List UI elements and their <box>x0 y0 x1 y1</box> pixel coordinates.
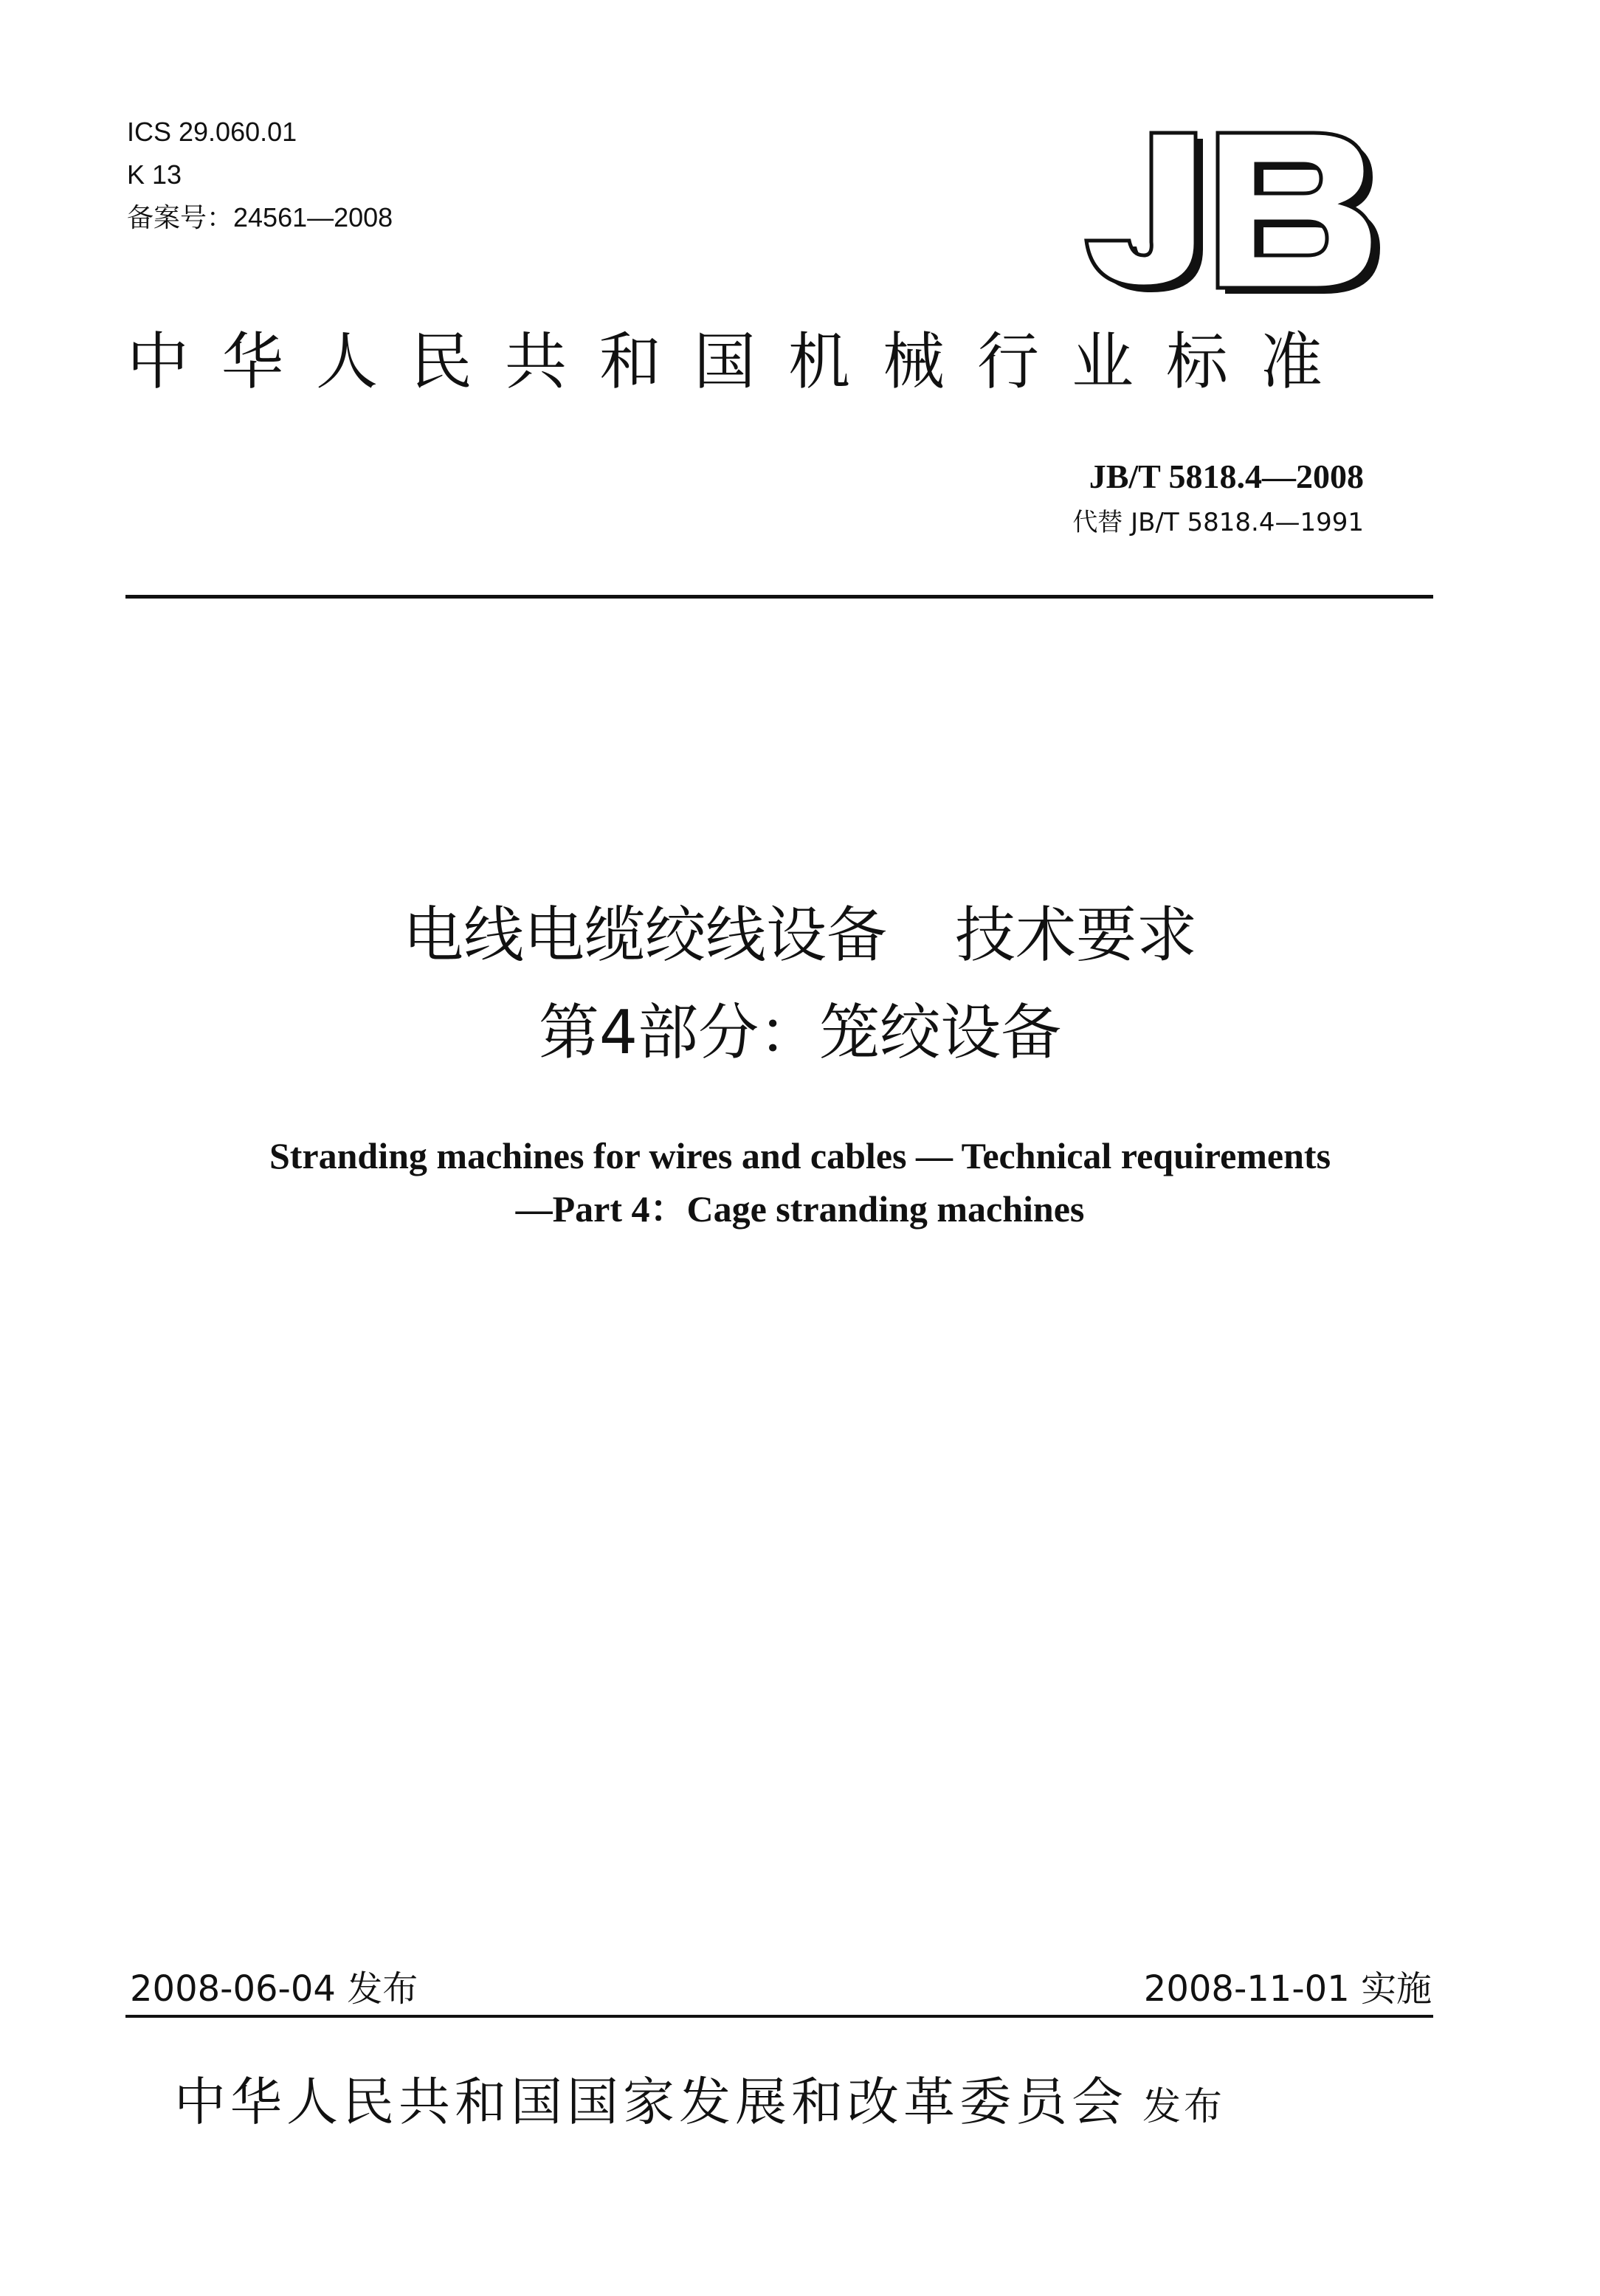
ics-code: ICS 29.060.01 <box>127 117 297 147</box>
issuer-verb: 发布 <box>1142 2085 1226 2129</box>
title-en-line1: Stranding machines for wires and cables — Technical requirements <box>269 1135 1331 1176</box>
classification-codes <box>127 111 393 239</box>
standard-number <box>1089 456 1364 496</box>
standard-number-text: JB/T 5818.4—2008 <box>1089 458 1364 495</box>
filing-number: 备案号：24561—2008 <box>127 202 393 232</box>
issuer-name: 中华人民共和国国家发展和改革委员会 <box>174 2072 1128 2132</box>
bottom-rule <box>125 2015 1433 2018</box>
title-cn-line1 <box>0 894 1600 977</box>
title-en-line2: —Part 4：Cage stranding machines <box>515 1188 1085 1230</box>
top-rule <box>125 595 1433 599</box>
jb-logo <box>1063 125 1387 295</box>
ccs-code: K 13 <box>127 159 182 190</box>
replaces-standard: 代替 JB/T 5818.4—1991 <box>1072 508 1364 537</box>
issue-date: 2008-06-04 发布 <box>130 1968 418 2010</box>
title-cn-aspect: 技术要求 <box>955 900 1198 971</box>
org-title: 中华人民共和国机械行业标准 <box>127 325 1356 398</box>
effective-date: 2008-11-01 实施 <box>1143 1968 1432 2010</box>
title-cn-subject: 电线电缆绞线设备 <box>402 900 887 971</box>
issuer <box>174 2061 1225 2135</box>
title-cn-line2: 第4部分：笼绞设备 <box>538 998 1062 1068</box>
